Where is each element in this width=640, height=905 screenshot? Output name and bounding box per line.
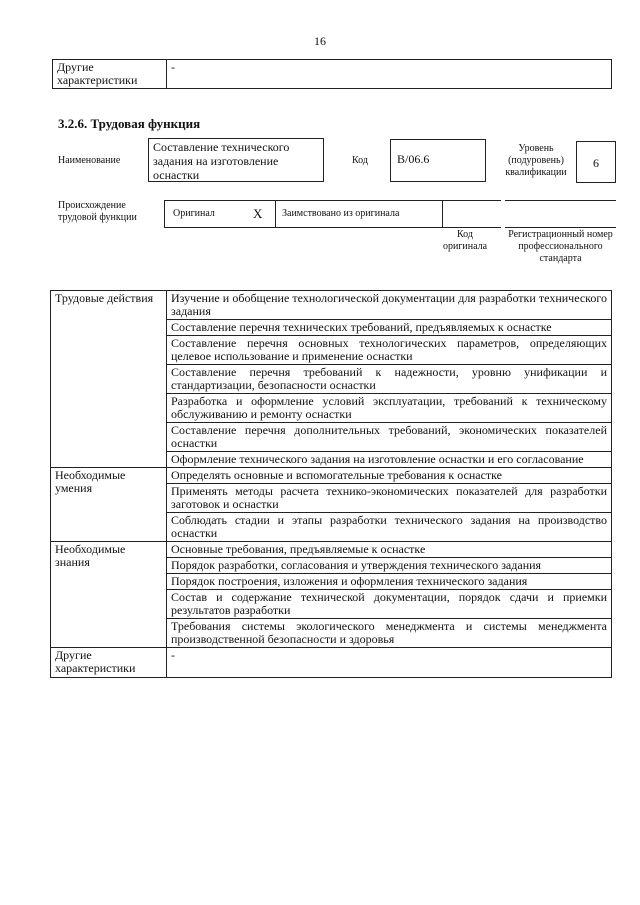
labor-function-table [50, 290, 612, 678]
top-other-characteristics-table [52, 59, 612, 89]
top-other-label: Другие характеристики [53, 60, 167, 89]
labor-action-row: Составление перечня технических требований, предъявляемых к оснастке [167, 320, 612, 336]
level-label: Уровень (подуровень) квалификации [505, 143, 567, 178]
labor-action-row: Составление перечня основных технологических параметров, определяющих целевое использование и применение оснастки [167, 336, 612, 365]
labor-action-row: Оформление технического задания на изготовление оснастки и его согласование [167, 452, 612, 468]
page-number: 16 [314, 34, 326, 48]
level-value: 6 [576, 141, 616, 183]
labor-action-row: Изучение и обобщение технологической документации для разработки технического задания [167, 291, 612, 320]
origin-divider-2 [442, 201, 443, 227]
skills-label: Необходимые умения [51, 468, 167, 542]
code-label: Код [352, 155, 368, 166]
section-title: 3.2.6. Трудовая функция [58, 116, 201, 131]
knowledge-row: Основные требования, предъявляемые к оснастке [167, 542, 612, 558]
skill-row: Соблюдать стадии и этапы разработки технического задания на производство оснастки [167, 513, 612, 542]
code-original-label: Код оригинала [442, 229, 488, 252]
origin-divider [275, 201, 276, 227]
name-value: Составление технического задания на изготовление оснастки [148, 138, 324, 182]
reg-number-label: Регистрационный номер профессионального стандарта [508, 229, 613, 264]
other-characteristics-value: - [167, 648, 612, 678]
knowledge-label: Необходимые знания [51, 542, 167, 648]
knowledge-row: Порядок разработки, согласования и утверждения технического задания [167, 558, 612, 574]
reg-number-box [505, 200, 616, 228]
origin-label: Происхождение трудовой функции [58, 200, 137, 223]
other-characteristics-label: Другие характеристики [51, 648, 167, 678]
labor-action-row: Разработка и оформление условий эксплуатации, требований к техническому обслуживанию и ремонту оснастки [167, 394, 612, 423]
skill-row: Определять основные и вспомогательные требования к оснастке [167, 468, 612, 484]
knowledge-row: Требования системы экологического менеджмента и системы менеджмента производственной безопасности и здоровья [167, 619, 612, 648]
name-label: Наименование [58, 155, 121, 166]
labor-action-row: Составление перечня дополнительных требований, экономических показателей оснастки [167, 423, 612, 452]
knowledge-row: Состав и содержание технической документации, порядок сдачи и приемки результатов разработки [167, 590, 612, 619]
code-value: В/06.6 [390, 139, 486, 182]
knowledge-row: Порядок построения, изложения и оформления технического задания [167, 574, 612, 590]
original-mark: X [253, 206, 263, 221]
labor-actions-label: Трудовые действия [51, 291, 167, 468]
original-label: Оригинал [173, 208, 215, 219]
skill-row: Применять методы расчета технико-экономических показателей для разработки заготовок и оснастки [167, 484, 612, 513]
labor-action-row: Составление перечня требований к надежности, уровню унификации и стандартизации, безопасности оснастки [167, 365, 612, 394]
origin-box [164, 200, 501, 228]
borrowed-label: Заимствовано из оригинала [282, 208, 400, 219]
top-other-value: - [167, 60, 612, 89]
